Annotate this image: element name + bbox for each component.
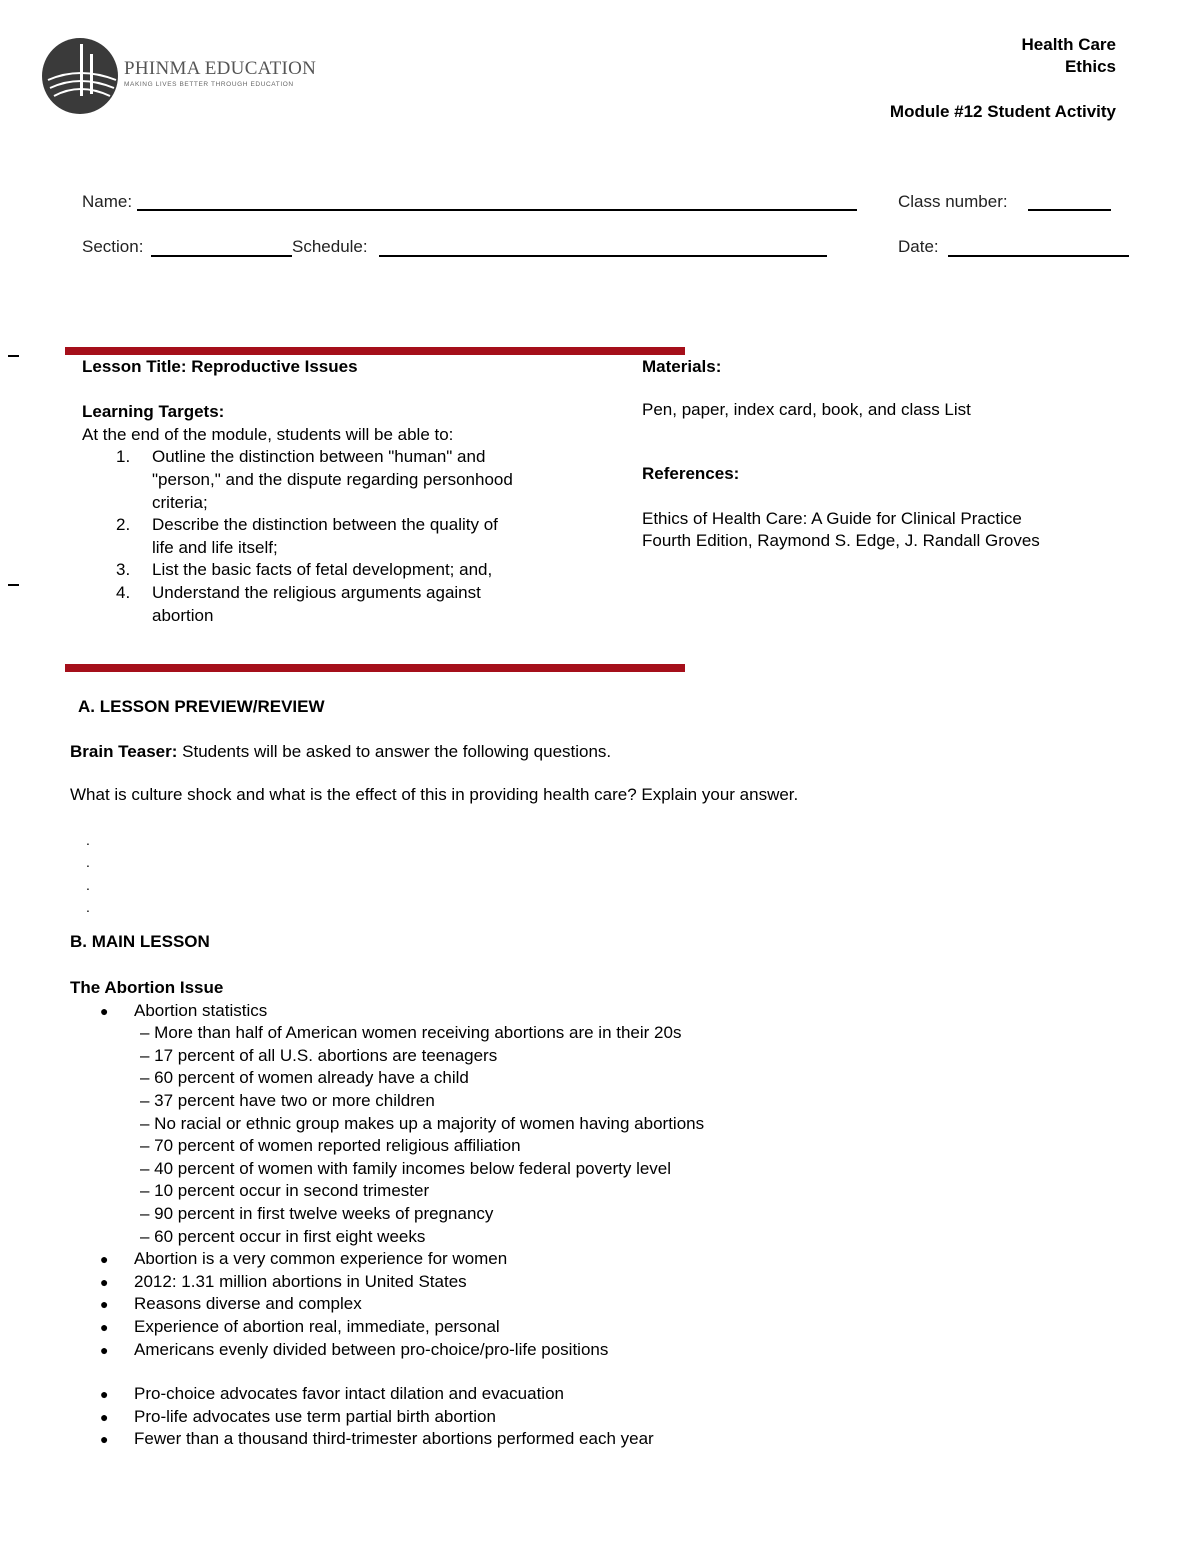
activity-title: Module #12 Student Activity bbox=[889, 102, 1116, 121]
target-text: Outline the distinction between "human" and bbox=[152, 447, 486, 467]
course-line-2: Ethics bbox=[1064, 57, 1116, 76]
list-item bbox=[70, 1000, 1130, 1023]
red-divider-bottom bbox=[65, 664, 685, 672]
bullet-icon: ● bbox=[100, 1341, 109, 1358]
list-item-text: Fewer than a thousand third-trimester abortions performed each year bbox=[134, 1429, 654, 1449]
statistic-item: – More than half of American women receiving abortions are in their 20s bbox=[140, 1023, 682, 1043]
list-item-text: Pro-life advocates use term partial birth abortion bbox=[134, 1406, 496, 1426]
phinma-logo-icon bbox=[40, 36, 120, 116]
target-item bbox=[82, 514, 602, 559]
logo-tagline: MAKING LIVES BETTER THROUGH EDUCATION bbox=[124, 81, 294, 88]
course-line-1: Health Care bbox=[1021, 35, 1116, 54]
bullet-icon: ● bbox=[100, 1318, 109, 1335]
list-item-text: Reasons diverse and complex bbox=[134, 1294, 362, 1314]
name-field[interactable] bbox=[137, 209, 857, 211]
bullet-icon: ● bbox=[100, 1251, 109, 1268]
list-item-text: Pro-choice advocates favor intact dilation and evacuation bbox=[134, 1384, 564, 1404]
target-text: List the basic facts of fetal development; and, bbox=[152, 560, 493, 580]
bullet-icon: ● bbox=[100, 1273, 109, 1290]
margin-mark bbox=[8, 355, 19, 357]
course-title bbox=[1022, 34, 1116, 78]
bullet-icon: ● bbox=[100, 1002, 109, 1019]
bullet-icon: ● bbox=[100, 1408, 109, 1425]
bullet-icon: ● bbox=[100, 1296, 109, 1313]
section-b-heading: B. MAIN LESSON bbox=[70, 932, 210, 951]
statistic-item: – 90 percent in first twelve weeks of pregnancy bbox=[140, 1203, 494, 1223]
schedule-label: Schedule: bbox=[292, 237, 368, 256]
target-text: Understand the religious arguments against bbox=[152, 582, 481, 602]
list-item-text: Experience of abortion real, immediate, personal bbox=[134, 1316, 500, 1336]
statistics-list bbox=[70, 1022, 1130, 1248]
statistic-item: – 60 percent occur in first eight weeks bbox=[140, 1226, 426, 1246]
date-field[interactable] bbox=[948, 255, 1129, 257]
section-field[interactable] bbox=[151, 255, 292, 257]
target-item bbox=[82, 582, 602, 627]
list-item bbox=[70, 1339, 1130, 1362]
target-number: 4. bbox=[116, 582, 131, 602]
lesson-info bbox=[82, 356, 602, 627]
name-label: Name: bbox=[82, 192, 133, 211]
answer-dot: . bbox=[86, 899, 90, 915]
logo-name: PHINMA EDUCATION bbox=[124, 58, 317, 79]
statistic-item: – 10 percent occur in second trimester bbox=[140, 1181, 430, 1201]
spacer bbox=[70, 1361, 1130, 1383]
materials-text: Pen, paper, index card, book, and class List bbox=[642, 399, 971, 419]
answer-dot: . bbox=[86, 877, 90, 893]
lesson-title: Lesson Title: Reproductive Issues bbox=[82, 357, 358, 376]
materials-heading: Materials: bbox=[642, 357, 722, 376]
section-a-heading: A. LESSON PREVIEW/REVIEW bbox=[78, 697, 325, 716]
abortion-issue-heading: The Abortion Issue bbox=[70, 978, 224, 997]
main-lesson-body bbox=[70, 977, 1130, 1451]
list-item bbox=[70, 1406, 1130, 1429]
bullet-icon: ● bbox=[100, 1386, 109, 1403]
list-item-text: Americans evenly divided between pro-choice/pro-life positions bbox=[134, 1339, 609, 1359]
targets-heading: Learning Targets: bbox=[82, 402, 225, 422]
target-text: Describe the distinction between the quality of bbox=[152, 515, 498, 535]
class-number-label: Class number: bbox=[898, 192, 1008, 211]
targets-list bbox=[82, 446, 602, 627]
statistic-item: – 70 percent of women reported religious affiliation bbox=[140, 1136, 521, 1156]
section-label: Section: bbox=[82, 237, 144, 256]
class-number-field[interactable] bbox=[1028, 209, 1111, 211]
date-label: Date: bbox=[898, 237, 939, 256]
target-text: criteria; bbox=[152, 492, 208, 512]
answer-dot: . bbox=[86, 832, 90, 848]
statistic-item: – 40 percent of women with family incomes below federal poverty level bbox=[140, 1158, 672, 1178]
brain-teaser-label: Brain Teaser: bbox=[70, 742, 178, 761]
statistic-item: – 37 percent have two or more children bbox=[140, 1090, 435, 1110]
list-item-text: Abortion statistics bbox=[134, 1000, 268, 1020]
list-item-text: Abortion is a very common experience for women bbox=[134, 1249, 508, 1269]
schedule-field[interactable] bbox=[379, 255, 827, 257]
statistic-item: – No racial or ethnic group makes up a majority of women having abortions bbox=[140, 1113, 705, 1133]
margin-mark bbox=[8, 584, 19, 586]
list-item-text: 2012: 1.31 million abortions in United States bbox=[134, 1271, 467, 1291]
target-text: life and life itself; bbox=[152, 537, 278, 557]
target-number: 3. bbox=[116, 560, 131, 580]
target-number: 2. bbox=[116, 515, 131, 535]
list-item bbox=[70, 1293, 1130, 1316]
question-text: What is culture shock and what is the effect of this in providing health care? Explain your answer. bbox=[70, 785, 799, 804]
answer-dot: . bbox=[86, 854, 90, 870]
targets-intro: At the end of the module, students will be able to: bbox=[82, 424, 454, 444]
list-item bbox=[70, 1316, 1130, 1339]
target-text: "person," and the dispute regarding personhood bbox=[152, 469, 513, 489]
statistic-item: – 60 percent of women already have a child bbox=[140, 1068, 469, 1088]
brain-teaser bbox=[70, 742, 611, 762]
target-text: abortion bbox=[152, 605, 214, 625]
materials-references bbox=[642, 356, 1142, 553]
list-item bbox=[70, 1248, 1130, 1271]
red-divider-top bbox=[65, 347, 685, 355]
target-item bbox=[82, 446, 602, 514]
reference-line: Ethics of Health Care: A Guide for Clinical Practice bbox=[642, 508, 1022, 528]
references-heading: References: bbox=[642, 464, 740, 484]
list-item bbox=[70, 1271, 1130, 1294]
reference-line: Fourth Edition, Raymond S. Edge, J. Randall Groves bbox=[642, 531, 1040, 551]
statistic-item: – 17 percent of all U.S. abortions are teenagers bbox=[140, 1045, 498, 1065]
bullet-icon: ● bbox=[100, 1431, 109, 1448]
list-item bbox=[70, 1383, 1130, 1406]
target-number: 1. bbox=[116, 447, 131, 467]
list-item bbox=[70, 1428, 1130, 1451]
target-item bbox=[82, 559, 602, 582]
brain-teaser-text: Students will be asked to answer the following questions. bbox=[177, 742, 612, 761]
